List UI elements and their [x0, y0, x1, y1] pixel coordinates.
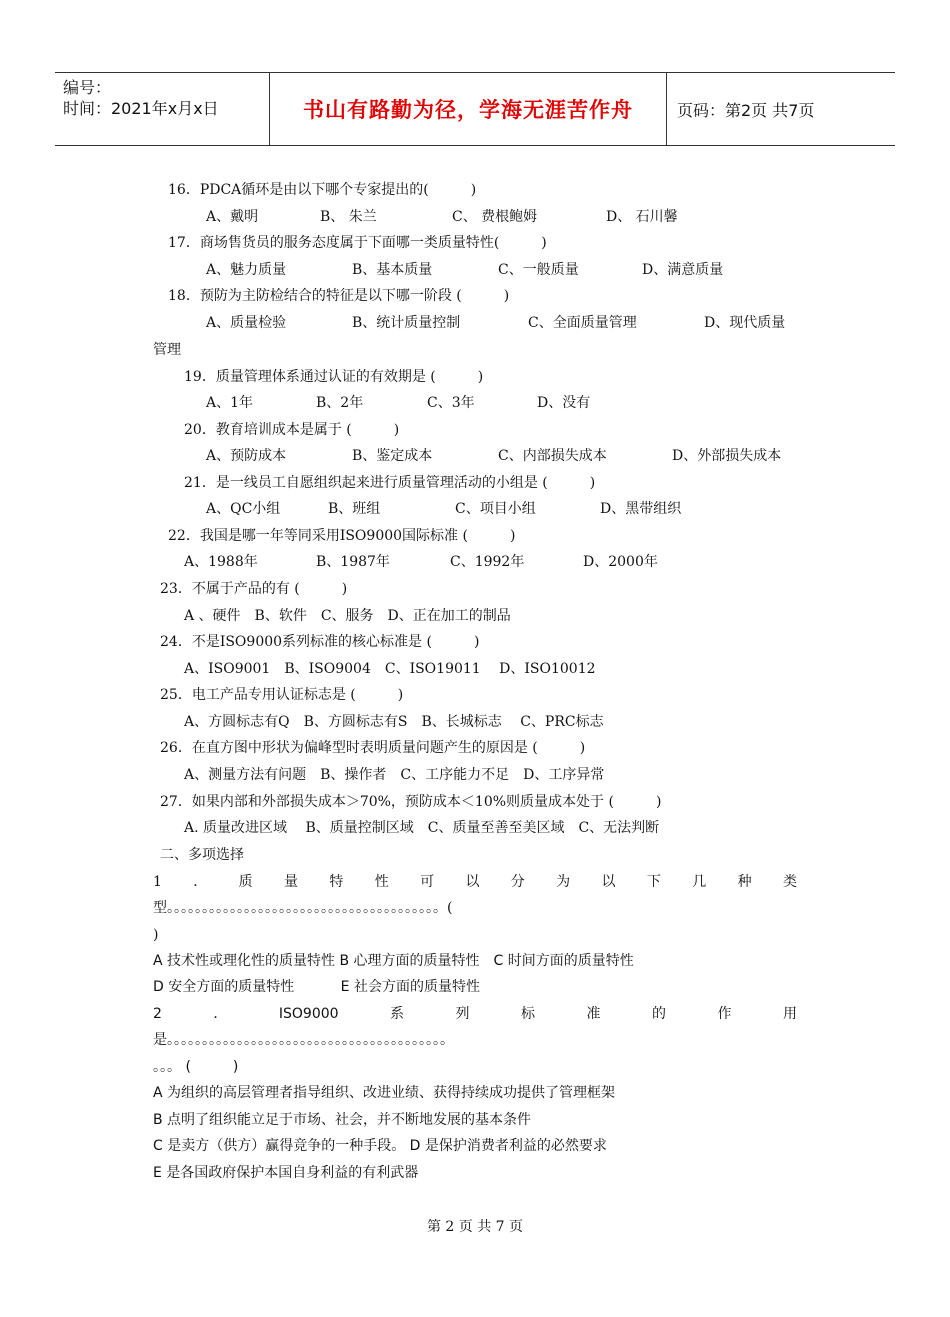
stem-part: 系 [390, 1006, 405, 1022]
question-17-option-d: D、满意质量 [642, 262, 724, 278]
multi-question-1-options-row-2: D 安全方面的质量特性 E 社会方面的质量特性 [153, 979, 480, 995]
question-18-option-d-continued: 管理 [153, 342, 181, 358]
question-26-stem: 26．在直方图中形状为偏峰型时表明质量问题产生的原因是 ( ) [160, 740, 586, 756]
question-24-stem: 24．不是ISO9000系列标准的核心标准是 ( ) [160, 634, 480, 650]
stem-part: 作 [717, 1006, 732, 1022]
multi-question-2-option-a: A 为组织的高层管理者指导组织、改进业绩、获得持续成功提供了管理框架 [153, 1085, 616, 1101]
question-20-option-c: C、内部损失成本 [498, 448, 607, 464]
question-23-options: A 、硬件 B、软件 C、服务 D、正在加工的制品 [184, 608, 511, 624]
stem-part: 下 [646, 874, 661, 890]
question-16-option-d: D、 石川馨 [606, 209, 678, 225]
question-25-options: A、方圆标志有Q B、方圆标志有S B、长城标志 C、PRC标志 [184, 714, 604, 730]
multi-question-2-line-3: 。。。 ( ) [153, 1059, 239, 1075]
multi-question-1-line-3: ) [153, 927, 159, 943]
stem-part: ISO9000 [278, 1006, 339, 1022]
stem-part: 性 [374, 874, 389, 890]
stem-part: 为 [556, 874, 571, 890]
question-27-stem: 27．如果内部和外部损失成本＞70%，预防成本＜10%则质量成本处于 ( ) [160, 794, 662, 810]
question-18-option-c: C、全面质量管理 [528, 315, 637, 331]
stem-part: 量 [284, 874, 298, 890]
question-18-option-b: B、统计质量控制 [352, 315, 461, 331]
stem-part: ． [213, 1006, 228, 1022]
question-24-options: A、ISO9001 B、ISO9004 C、ISO19011 D、ISO10012 [184, 661, 596, 677]
stem-part: 几 [692, 874, 707, 890]
stem-part: 类 [782, 874, 797, 890]
multi-question-2-stem [153, 1005, 797, 1023]
stem-part: 2 [153, 1006, 162, 1022]
stem-part: 用 [782, 1006, 797, 1022]
page-header [55, 72, 895, 146]
question-22-option-b: B、1987年 [316, 554, 390, 570]
section-2-title: 二、多项选择 [160, 847, 244, 863]
question-18-option-a: A、质量检验 [206, 315, 287, 331]
stem-part: 准 [586, 1006, 601, 1022]
multi-question-2-option-c-d: C 是卖方（供方）赢得竞争的一种手段。 D 是保护消费者利益的必然要求 [153, 1138, 607, 1154]
number-label: 编号： [63, 78, 112, 97]
question-22-option-d: D、2000年 [583, 554, 658, 570]
question-19-option-c: C、3年 [427, 395, 475, 411]
page-footer: 第 2 页 共 7 页 [426, 1219, 524, 1235]
multi-question-2-line-2: 是。。。。。。。。。。。。。。。。。。。。。。。。。。。。。。。。。。。。。。。。 [153, 1032, 454, 1048]
question-23-stem: 23．不属于产品的有 ( ) [160, 581, 348, 597]
question-16-option-b: B、 朱兰 [320, 209, 377, 225]
question-22-option-c: C、1992年 [450, 554, 525, 570]
question-16-stem: 16．PDCA循环是由以下哪个专家提出的( ) [168, 182, 477, 198]
multi-question-1-stem [153, 873, 797, 891]
stem-part: 种 [737, 874, 752, 890]
stem-part: 以 [465, 874, 480, 890]
question-20-option-a: A、预防成本 [206, 448, 287, 464]
question-20-option-d: D、外部损失成本 [672, 448, 782, 464]
question-21-stem: 21．是一线员工自愿组织起来进行质量管理活动的小组是 ( ) [184, 475, 596, 491]
question-21-option-d: D、黑带组织 [600, 501, 682, 517]
header-motto: 书山有路勤为径，学海无涯苦作舟 [303, 98, 633, 122]
question-22-option-a: A、1988年 [184, 554, 258, 570]
question-16-option-c: C、 费根鲍姆 [452, 209, 538, 225]
question-18-stem: 18．预防为主防检结合的特征是以下哪一阶段 ( ) [168, 288, 510, 304]
question-25-stem: 25．电工产品专用认证标志是 ( ) [160, 687, 404, 703]
question-20-stem: 20．教育培训成本是属于 ( ) [184, 422, 400, 438]
multi-question-2-option-e: E 是各国政府保护本国自身利益的有利武器 [153, 1165, 419, 1181]
multi-question-1-line-2: 型。。。。。。。。。。。。。。。。。。。。。。。。。。。。。。。。。。。。。。。( [153, 900, 453, 916]
stem-part: ． [193, 874, 208, 890]
stem-part: 分 [510, 874, 525, 890]
question-21-option-b: B、班组 [328, 501, 381, 517]
question-21-option-a: A、QC小组 [206, 501, 281, 517]
time-label: 时间：2021年x月x日 [63, 99, 219, 118]
question-16-option-a: A、戴明 [206, 209, 259, 225]
stem-part: 质 [238, 874, 253, 890]
question-17-stem: 17．商场售货员的服务态度属于下面哪一类质量特性( ) [168, 235, 547, 251]
header-page-info: 页码：第2页 共7页 [677, 100, 815, 120]
question-17-option-a: A、魅力质量 [206, 262, 287, 278]
question-17-option-c: C、一般质量 [498, 262, 579, 278]
question-19-stem: 19．质量管理体系通过认证的有效期是 ( ) [184, 369, 484, 385]
question-19-option-b: B、2年 [316, 395, 364, 411]
stem-part: 列 [455, 1006, 470, 1022]
multi-question-1-options-row-1: A 技术性或理化性的质量特性 B 心理方面的质量特性 C 时间方面的质量特性 [153, 953, 634, 969]
question-22-stem: 22．我国是哪一年等同采用ISO9000国际标准 ( ) [168, 528, 516, 544]
question-27-options: A. 质量改进区域 B、质量控制区域 C、质量至善至美区域 C、无法判断 [184, 820, 660, 836]
question-19-option-a: A、1年 [206, 395, 254, 411]
stem-part: 1 [153, 874, 162, 890]
multi-question-2-option-b: B 点明了组织能立足于市场、社会，并不断地发展的基本条件 [153, 1112, 532, 1128]
header-meta [63, 77, 263, 119]
stem-part: 的 [651, 1006, 666, 1022]
question-26-options: A、测量方法有问题 B、操作者 C、工序能力不足 D、工序异常 [184, 767, 605, 783]
stem-part: 可 [420, 874, 435, 890]
question-18-option-d: D、现代质量 [704, 315, 786, 331]
question-19-option-d: D、没有 [537, 395, 591, 411]
stem-part: 标 [521, 1006, 536, 1022]
stem-part: 特 [329, 874, 344, 890]
question-17-option-b: B、基本质量 [352, 262, 433, 278]
question-20-option-b: B、鉴定成本 [352, 448, 433, 464]
stem-part: 以 [601, 874, 616, 890]
question-21-option-c: C、项目小组 [455, 501, 536, 517]
